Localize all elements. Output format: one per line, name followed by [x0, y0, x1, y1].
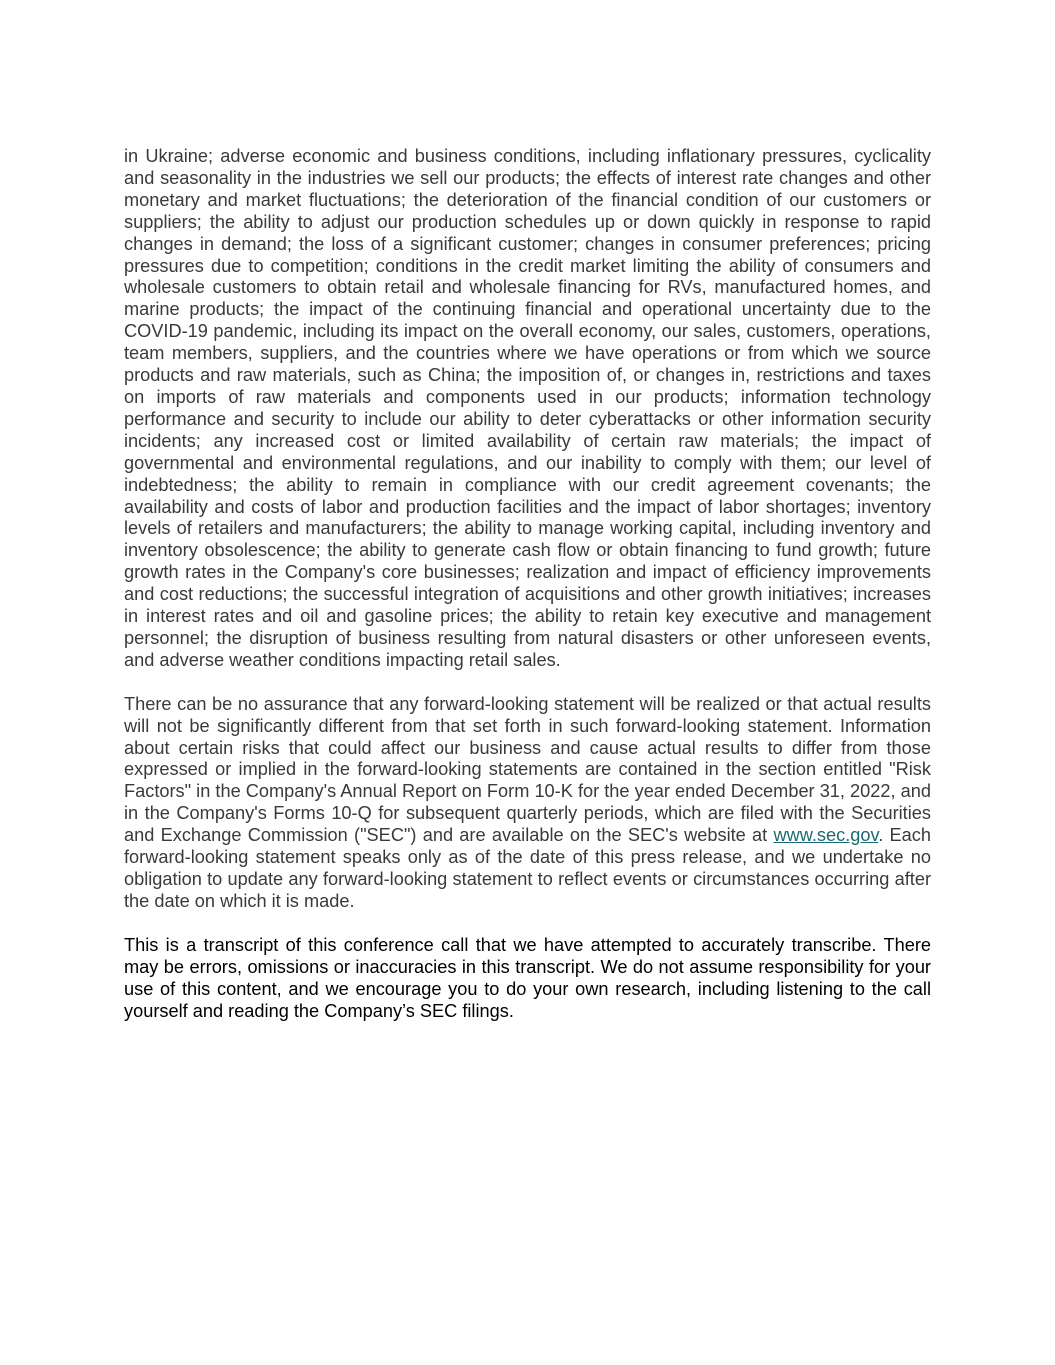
transcript-disclaimer-paragraph: This is a transcript of this conference call that we have attempted to accurately transcribe. There may be errors, omissions or inaccuracies in this transcript. We do not assume responsibility for your use of this content, and we encourage you to do your own research, including listening to the call yourself and reading the Company’s SEC filings.: [124, 934, 931, 1021]
risk-factors-paragraph: in Ukraine; adverse economic and business conditions, including inflationary pressures, cyclicality and seasonality in the industries we sell our products; the effects of interest rate changes and other monetary and market fluctuations; the deterioration of the financial condition of our customers or suppliers; the ability to adjust our production schedules up or down quickly in response to rapid changes in demand; the loss of a significant customer; changes in consumer preferences; pricing pressures due to competition; conditions in the credit market limiting the ability of consumers and wholesale customers to obtain retail and wholesale financing for RVs, manufactured homes, and marine products; the impact of the continuing financial and operational uncertainty due to the COVID-19 pandemic, including its impact on the overall economy, our sales, customers, operations, team members, suppliers, and the countries where we have operations or from which we source products and raw materials, such as China; the imposition of, or changes in, restrictions and taxes on imports of raw materials and components used in our products; information technology performance and security to include our ability to deter cyberattacks or other information security incidents; any increased cost or limited availability of certain raw materials; the impact of governmental and environmental regulations, and our inability to comply with them; our level of indebtedness; the ability to remain in compliance with our credit agreement covenants; the availability and costs of labor and production facilities and the impact of labor shortages; inventory levels of retailers and manufacturers; the ability to manage working capital, including inventory and inventory obsolescence; the ability to generate cash flow or obtain financing to fund growth; future growth rates in the Company's core businesses; realization and impact of efficiency improvements and cost reductions; the successful integration of acquisitions and other growth initiatives; increases in interest rates and oil and gasoline prices; the ability to retain key executive and management personnel; the disruption of business resulting from natural disasters or other unforeseen events, and adverse weather conditions impacting retail sales.: [124, 146, 931, 670]
forward-looking-text-start: There can be no assurance that any forward-looking statement will be realized or that actual results will not be significantly different from that set forth in such forward-looking statement. Information about certain risks that could affect our business and cause actual results to differ from those expressed or implied in the forward-looking statements are contained in the section entitled "Risk Factors" in the Company's Annual Report on Form 10-K for the year ended December 31, 2022, and in the Company's Forms 10-Q for subsequent quarterly periods, which are filed with the Securities and Exchange Commission ("SEC") and are available on the SEC's website at: [124, 693, 931, 846]
sec-website-link[interactable]: www.sec.gov: [773, 825, 879, 846]
forward-looking-text-end: . Each forward-looking statement speaks only as of the date of this press release, and we undertake no obligation to update any forward-looking statement to reflect events or circumstances occurring after the date on which it is made.: [124, 825, 931, 911]
document-body: [124, 146, 931, 1044]
forward-looking-paragraph: [124, 694, 931, 913]
